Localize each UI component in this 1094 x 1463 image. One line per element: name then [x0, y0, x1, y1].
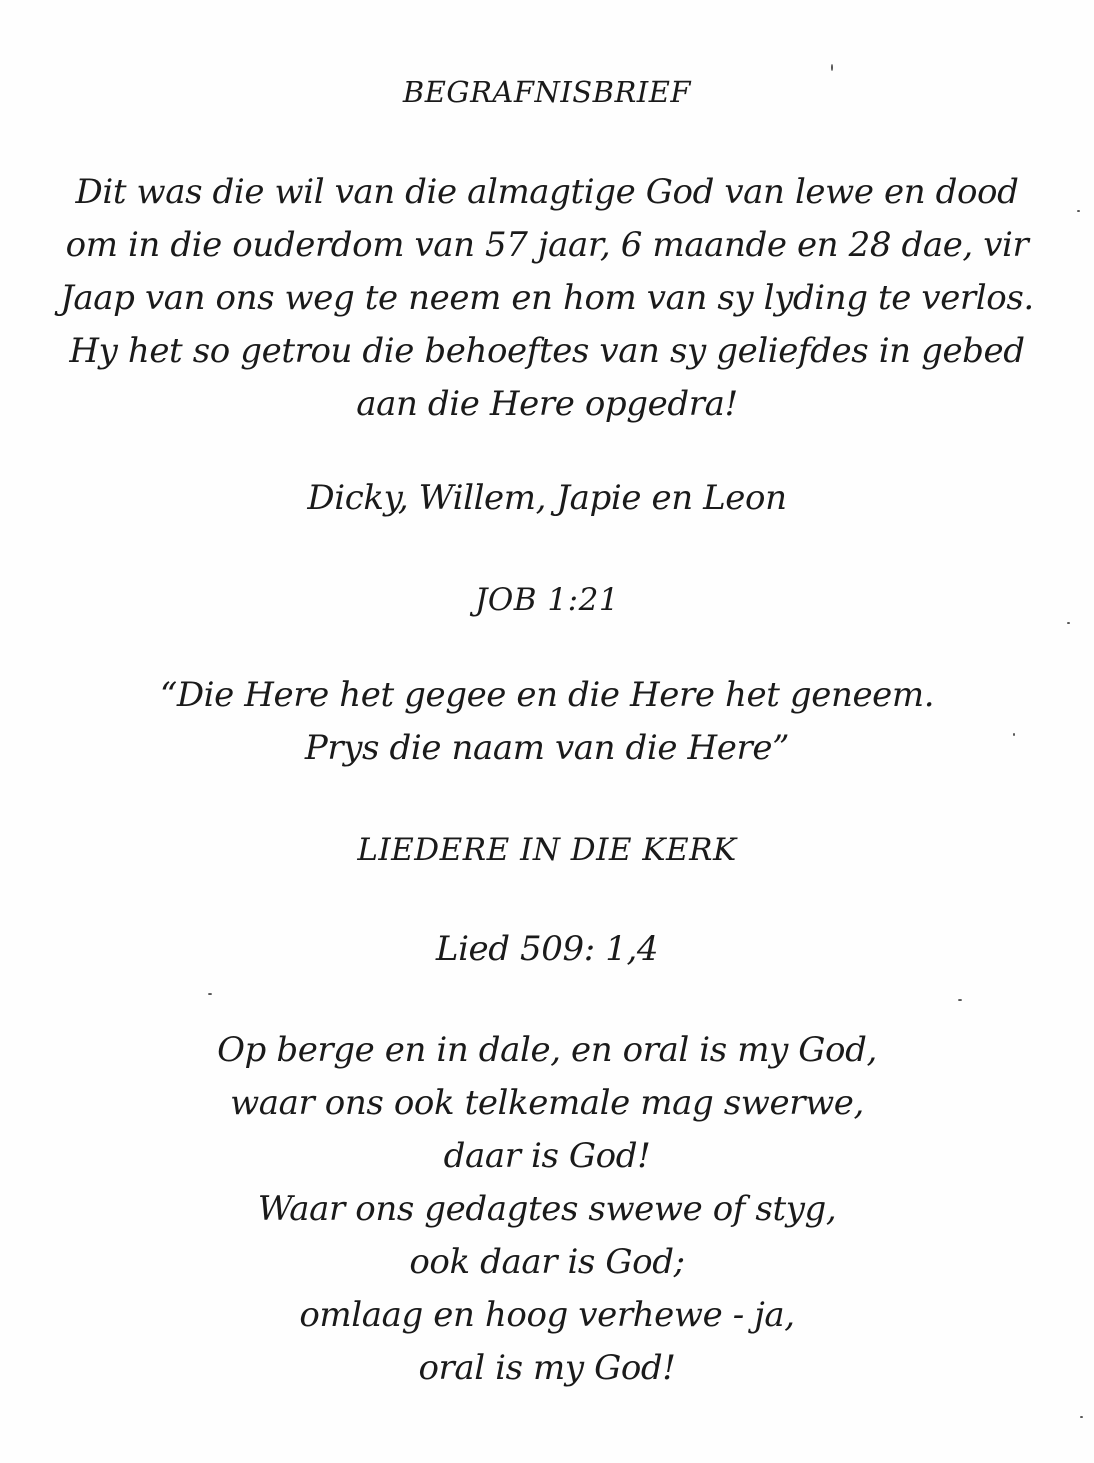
document-title: BEGRAFNISBRIEF	[402, 75, 692, 109]
intro-line: Hy het so getrou die behoeftes van sy geliefdes in gebed	[69, 331, 1025, 371]
hymn-line: Op berge en in dale, en oral is my God,	[217, 1030, 877, 1070]
hymn-line: Waar ons gedagtes swewe of styg,	[257, 1189, 837, 1229]
scan-speck	[1080, 1416, 1083, 1418]
scan-speck	[1013, 733, 1015, 736]
hymn-line: waar ons ook telkemale mag swerwe,	[230, 1083, 864, 1123]
hymn-reference: Lied 509: 1,4	[435, 929, 659, 969]
hymn-line: daar is God!	[443, 1136, 651, 1176]
scan-speck	[1077, 210, 1080, 212]
scan-speck	[1067, 622, 1070, 624]
scan-speck	[831, 64, 833, 71]
intro-line: aan die Here opgedra!	[356, 384, 738, 424]
scan-speck	[958, 999, 962, 1001]
scripture-reference: JOB 1:21	[474, 582, 620, 618]
intro-line: Dit was die wil van die almagtige God van lewe en dood	[75, 172, 1019, 212]
hymns-heading: LIEDERE IN DIE KERK	[357, 832, 737, 868]
hymn-line: ook daar is God;	[409, 1242, 685, 1282]
hymn-line: omlaag en hoog verhewe - ja,	[299, 1295, 795, 1335]
intro-line: om in die ouderdom van 57 jaar, 6 maande en 28 dae, vir	[65, 225, 1029, 265]
scripture-line: “Die Here het gegee en die Here het geneem.	[159, 675, 935, 715]
family-names: Dicky, Willem, Japie en Leon	[307, 478, 787, 518]
hymn-line: oral is my God!	[418, 1348, 676, 1388]
scan-speck	[208, 993, 212, 995]
intro-line: Jaap van ons weg te neem en hom van sy lyding te verlos.	[60, 278, 1034, 318]
scripture-line: Prys die naam van die Here”	[304, 728, 790, 768]
